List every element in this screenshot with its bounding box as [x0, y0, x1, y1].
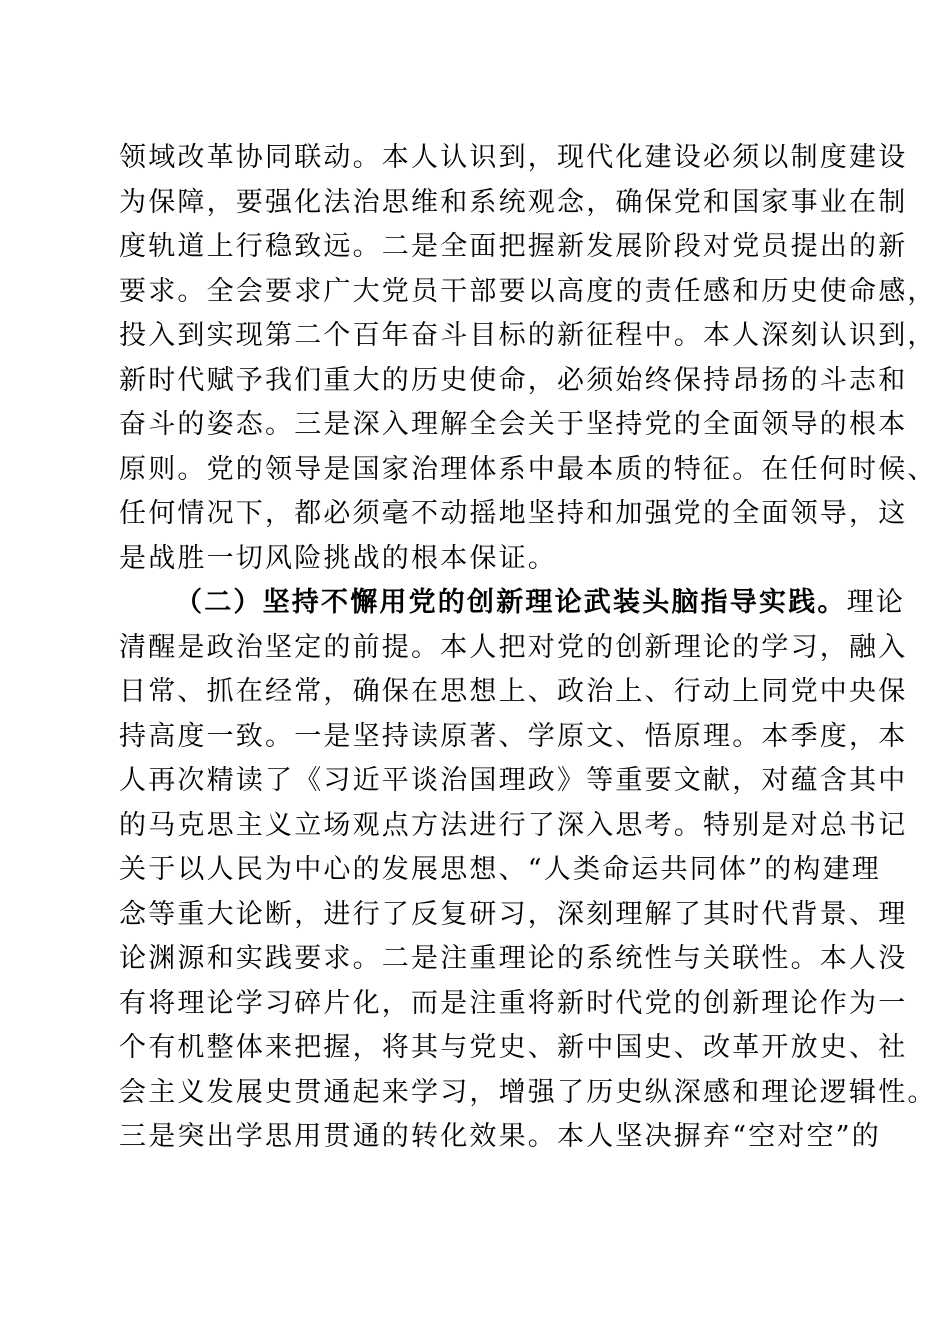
section-heading: （二）坚持不懈用党的创新理论武装头脑指导实践。: [175, 587, 847, 618]
text-line: 度轨道上行稳致远。二是全面把握新发展阶段对党员提出的新: [119, 231, 908, 262]
text-line: 日常、抓在经常，确保在思想上、政治上、行动上同党中央保: [119, 676, 908, 707]
text-line: 清醒是政治坚定的前提。本人把对党的创新理论的学习，融入: [119, 631, 908, 663]
text-line: 有将理论学习碎片化，而是注重将新时代党的创新理论作为一: [119, 987, 908, 1019]
text-line: 关于以人民为中心的发展思想、“人类命运共同体”的构建理: [119, 854, 882, 885]
section-heading-line: [119, 581, 906, 626]
text-line: 持高度一致。一是坚持读原著、学原文、悟原理。本季度，本: [119, 720, 908, 752]
text-line: 奋斗的姿态。三是深入理解全会关于坚持党的全面领导的根本: [119, 409, 908, 440]
text-line: 的马克思主义立场观点方法进行了深入思考。特别是对总书记: [119, 809, 908, 841]
text-line: 会主义发展史贯通起来学习，增强了历史纵深感和理论逻辑性。: [119, 1076, 937, 1108]
text-line: 三是突出学思用贯通的转化效果。本人坚决摒弃“空对空”的: [119, 1121, 882, 1152]
text-line: 要求。全会要求广大党员干部要以高度的责任感和历史使命感，: [119, 275, 937, 307]
text-line: 原则。党的领导是国家治理体系中最本质的特征。在任何时候、: [119, 453, 937, 485]
text-line: 任何情况下，都必须毫不动摇地坚持和加强党的全面领导，这: [119, 498, 908, 529]
text-line: 领域改革协同联动。本人认识到，现代化建设必须以制度建设: [119, 142, 908, 173]
text-line: 人再次精读了《习近平谈治国理政》等重要文献，对蕴含其中: [119, 765, 908, 796]
text-line: 投入到实现第二个百年奋斗目标的新征程中。本人深刻认识到，: [119, 320, 937, 351]
text-line: 念等重大论断，进行了反复研习，深刻理解了其时代背景、理: [119, 898, 908, 930]
text-line: 论渊源和实践要求。二是注重理论的系统性与关联性。本人没: [119, 943, 908, 974]
section-first-line-rest: 理论: [846, 587, 906, 618]
text-line: 为保障，要强化法治思维和系统观念，确保党和国家事业在制: [119, 186, 908, 218]
text-line: 个有机整体来把握，将其与党史、新中国史、改革开放史、社: [119, 1032, 908, 1063]
text-line: 新时代赋予我们重大的历史使命，必须始终保持昂扬的斗志和: [119, 364, 908, 396]
body-text: [119, 136, 937, 1160]
text-line: 是战胜一切风险挑战的根本保证。: [119, 542, 557, 574]
